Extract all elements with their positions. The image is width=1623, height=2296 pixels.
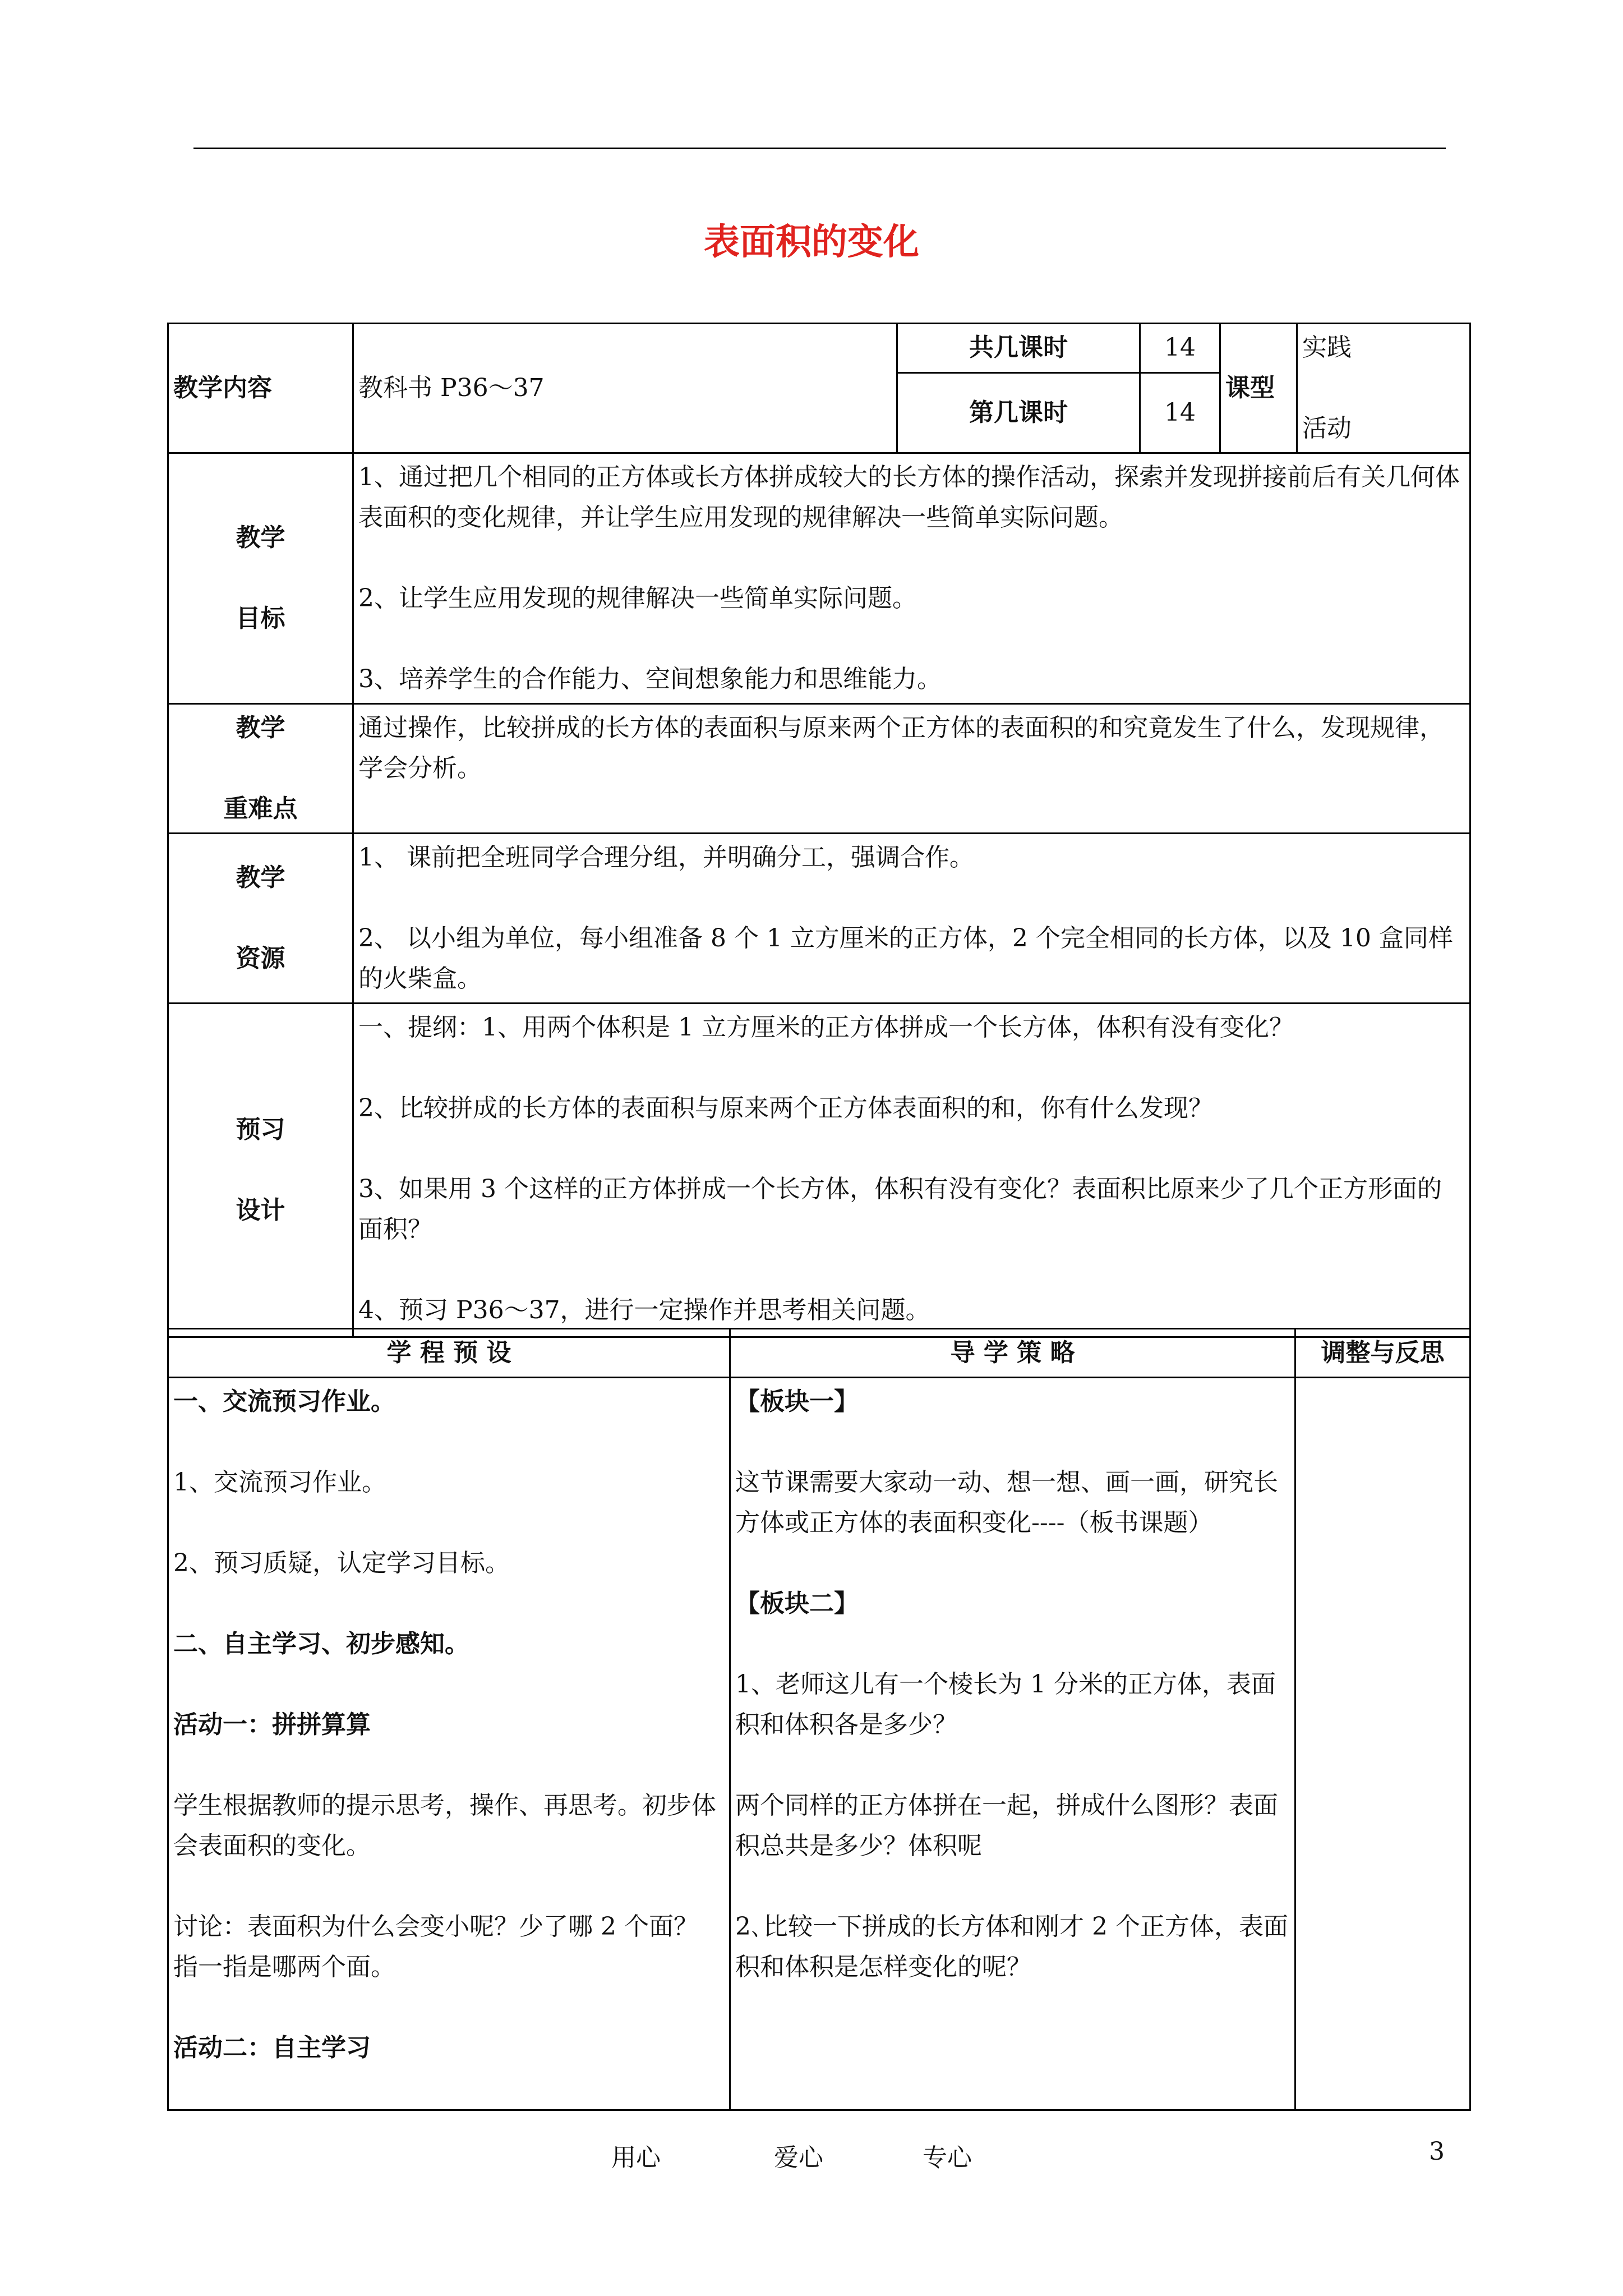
total-periods-label: 共几课时 bbox=[897, 324, 1140, 373]
lesson-type-label: 课型 bbox=[1220, 324, 1297, 453]
strategy-item: 两个同样的正方体拼在一起，拼成什么图形？表面积总共是多少？体积呢 bbox=[735, 1791, 1278, 1860]
content-label: 教学内容 bbox=[168, 324, 353, 453]
process-col1-header: 学 程 预 设 bbox=[168, 1329, 730, 1378]
goals-label: 教学 目标 bbox=[168, 453, 353, 704]
preview-content bbox=[353, 1004, 1470, 1337]
lesson-info-table bbox=[167, 323, 1471, 1338]
plan-item: 学生根据教师的提示思考，操作、再思考。初步体会表面积的变化。 bbox=[173, 1791, 716, 1860]
preview-item: 3、如果用 3 个这样的正方体拼成一个长方体，体积有没有变化？表面积比原来少了几个正方形面的面积？ bbox=[358, 1175, 1442, 1244]
reflection-cell bbox=[1295, 1378, 1470, 2110]
plan-item: 1、交流预习作业。 bbox=[173, 1468, 386, 1497]
footer-word: 用心 bbox=[611, 2143, 661, 2172]
lesson-type-value: 实践 活动 bbox=[1297, 324, 1470, 453]
content-value: 教科书 P36～37 bbox=[353, 324, 897, 453]
preview-item: 一、提纲：1、用两个体积是 1 立方厘米的正方体拼成一个长方体，体积有没有变化？ bbox=[358, 1013, 1294, 1042]
preview-label: 预习 设计 bbox=[168, 1004, 353, 1337]
plan-item: 2、预习质疑，认定学习目标。 bbox=[173, 1549, 510, 1577]
resources-content bbox=[353, 834, 1470, 1004]
resource-item: 1、 课前把全班同学合理分组，并明确分工，强调合作。 bbox=[358, 843, 974, 872]
goal-item: 3、培养学生的合作能力、空间想象能力和思维能力。 bbox=[358, 665, 942, 693]
process-col3-header: 调整与反思 bbox=[1295, 1329, 1470, 1378]
keypoints-content: 通过操作，比较拼成的长方体的表面积与原来两个正方体的表面积的和究竟发生了什么，发现规律，学会分析。 bbox=[353, 704, 1470, 834]
current-period-value: 14 bbox=[1140, 372, 1220, 453]
section-heading: 二、自主学习、初步感知。 bbox=[173, 1630, 469, 1658]
resource-item: 2、 以小组为单位，每小组准备 8 个 1 立方厘米的正方体，2 个完全相同的长方体，以及 10 盒同样的火柴盒。 bbox=[358, 924, 1453, 993]
block-heading: 【板块一】 bbox=[735, 1387, 859, 1416]
plan-item: 讨论：表面积为什么会变小呢？少了哪 2 个面？ 指一指是哪两个面。 bbox=[173, 1912, 698, 1981]
block-heading: 【板块二】 bbox=[735, 1589, 859, 1618]
resources-label: 教学 资源 bbox=[168, 834, 353, 1004]
preview-item: 4、预习 P36～37，进行一定操作并思考相关问题。 bbox=[358, 1296, 930, 1324]
total-periods-value: 14 bbox=[1140, 324, 1220, 373]
strategy-item: 2､比较一下拼成的长方体和刚才 2 个正方体，表面积和体积是怎样变化的呢？ bbox=[735, 1912, 1288, 1981]
current-period-label: 第几课时 bbox=[897, 372, 1140, 453]
activity-heading: 活动一：拼拼算算 bbox=[173, 1710, 371, 1739]
goals-content bbox=[353, 453, 1470, 704]
preview-item: 2、比较拼成的长方体的表面积与原来两个正方体表面积的和，你有什么发现？ bbox=[358, 1094, 1213, 1122]
page-title: 表面积的变化 bbox=[704, 221, 919, 263]
strategy-item: 这节课需要大家动一动、想一想、画一画，研究长方体或正方体的表面积变化----（板书课题） bbox=[735, 1468, 1278, 1537]
teaching-strategy-cell bbox=[730, 1378, 1295, 2110]
goal-item: 1、通过把几个相同的正方体或长方体拼成较大的长方体的操作活动，探索并发现拼接前后有关几何体表面积的变化规律，并让学生应用发现的规律解决一些简单实际问题。 bbox=[358, 463, 1460, 532]
goal-item: 2、让学生应用发现的规律解决一些简单实际问题。 bbox=[358, 584, 917, 613]
section-heading: 一、交流预习作业。 bbox=[173, 1387, 395, 1416]
strategy-item: 1、老师这儿有一个棱长为 1 分米的正方体，表面积和体积各是多少？ bbox=[735, 1670, 1276, 1739]
footer-word: 专心 bbox=[923, 2143, 972, 2172]
learning-plan-cell bbox=[168, 1378, 730, 2110]
header-rule bbox=[193, 148, 1446, 149]
keypoints-label: 教学 重难点 bbox=[168, 704, 353, 834]
activity-heading: 活动二：自主学习 bbox=[173, 2033, 371, 2062]
process-col2-header: 导 学 策 略 bbox=[730, 1329, 1295, 1378]
page-number: 3 bbox=[1429, 2137, 1445, 2166]
footer-word: 爱心 bbox=[774, 2143, 823, 2172]
process-table bbox=[167, 1328, 1471, 2111]
